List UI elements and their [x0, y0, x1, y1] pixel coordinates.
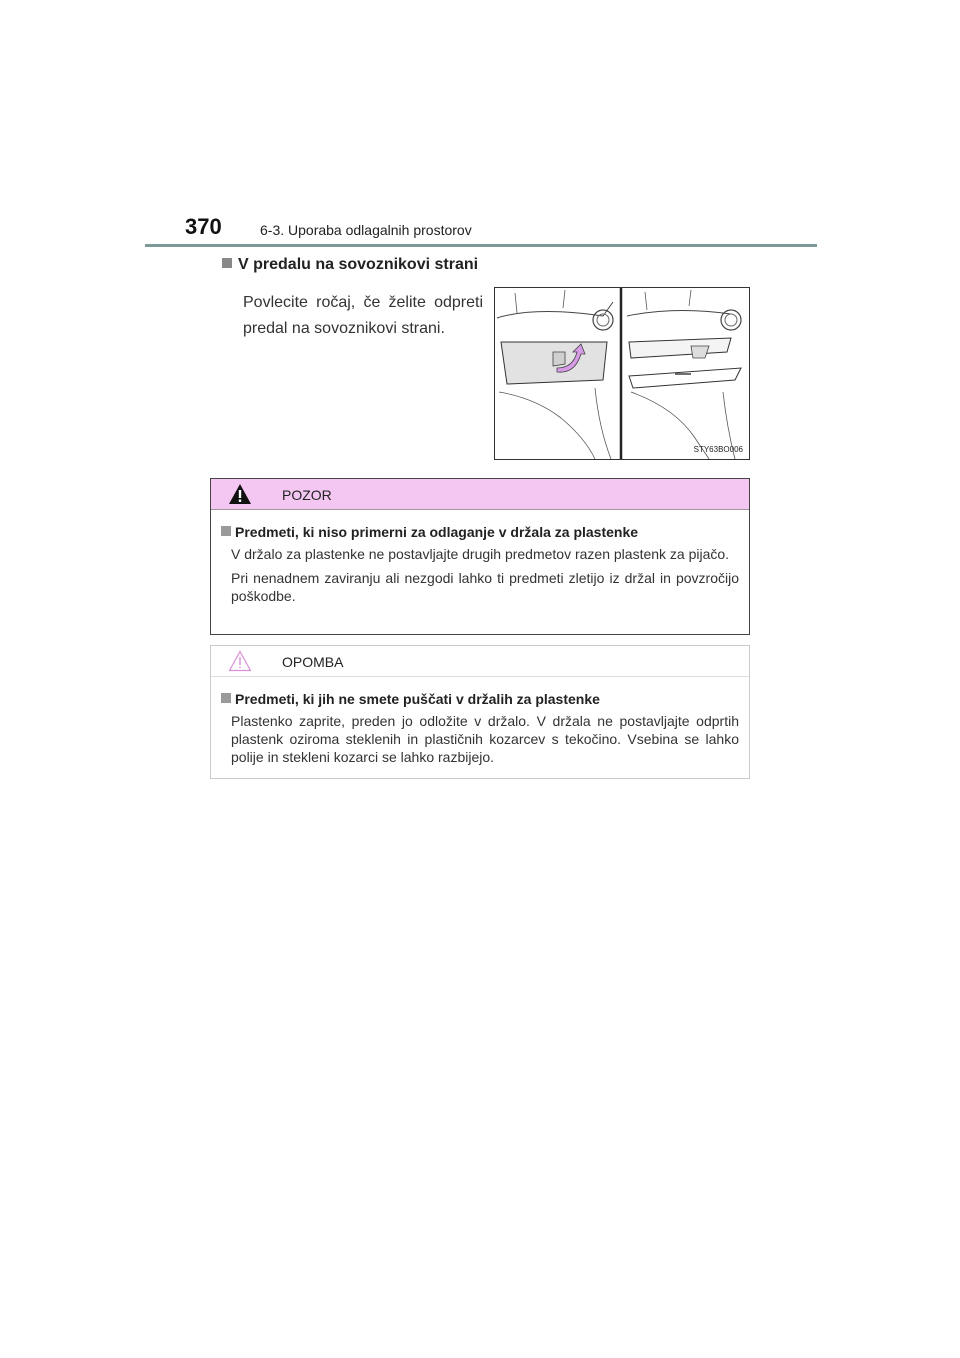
note-paragraph: Plastenko zaprite, preden jo odložite v držalo. V držala ne postavljajte odprtih plastenk oziroma steklenih in plastičnih kozarcev s tekočino. Vsebina se lahko polije in stekleni kozarci se lahko razbijejo.	[231, 713, 739, 765]
warning-title-text: Predmeti, ki niso primerni za odlaganje v držala za plastenke	[235, 524, 639, 540]
warning-item-title	[221, 523, 739, 541]
section-title: 6-3. Uporaba odlagalnih prostorov	[260, 222, 472, 238]
note-item-title	[221, 690, 739, 708]
warning-header	[211, 479, 749, 510]
caution-outline-triangle-icon	[228, 650, 252, 672]
warning-label: POZOR	[282, 487, 332, 503]
subheading-text: V predalu na sovoznikovi strani	[238, 256, 479, 273]
note-label: OPOMBA	[282, 654, 344, 670]
note-header	[211, 646, 749, 677]
page-number: 370	[185, 214, 222, 239]
note-box	[210, 645, 750, 779]
subheading	[222, 256, 478, 274]
warning-paragraph: V držalo za plastenke ne postavljajte drugih predmetov razen plastenk za pijačo.	[231, 546, 730, 562]
bullet-square-icon	[221, 526, 231, 536]
glovebox-drawing	[495, 288, 749, 459]
illustration-code: STY63BO006	[693, 445, 743, 454]
intro-paragraph: Povlecite ročaj, če želite odpreti predal na sovoznikovi strani.	[243, 294, 483, 337]
glovebox-illustration	[494, 287, 750, 460]
warning-box	[210, 478, 750, 635]
warning-triangle-icon	[228, 483, 252, 505]
bullet-square-icon	[221, 693, 231, 703]
header-divider	[145, 244, 817, 247]
bullet-square-icon	[222, 258, 232, 268]
warning-paragraph: Pri nenadnem zaviranju ali nezgodi lahko ti predmeti zletijo iz držal in povzročijo poškodbe.	[231, 570, 739, 604]
note-title-text: Predmeti, ki jih ne smete puščati v držalih za plastenke	[235, 691, 600, 707]
